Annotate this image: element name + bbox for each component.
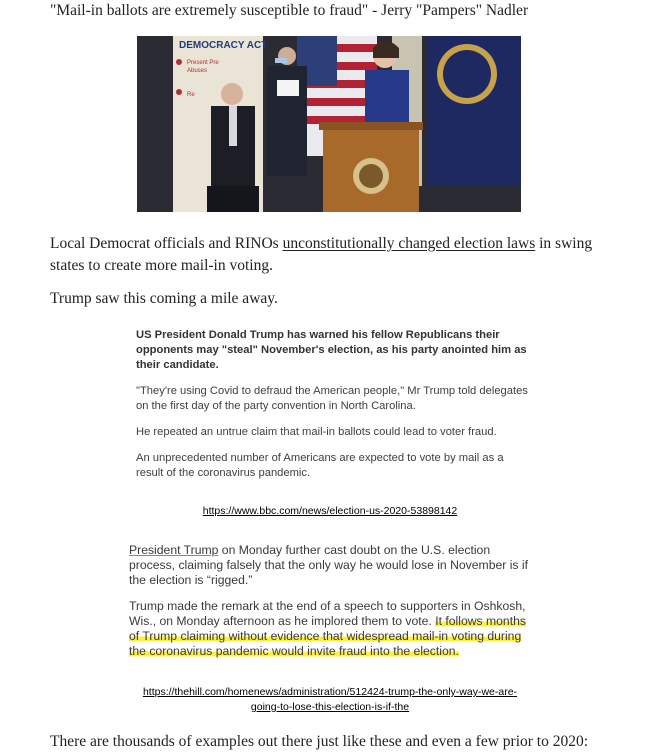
paragraph-thousands-examples: There are thousands of examples out there just like these and even a few prior to 2020: xyxy=(50,733,589,750)
banner-line-2: Abuses xyxy=(187,68,208,74)
election-laws-link[interactable]: unconstitutionally changed election laws xyxy=(282,235,536,252)
bbc-source-link[interactable]: https://www.bbc.com/news/election-us-2020-53898142 xyxy=(202,505,458,517)
hill-paragraph-2 xyxy=(129,599,529,659)
hill-p1-rest: on Monday further cast doubt on the U.S. election process, claiming falsely that the only way he would lose in November is if the election is “rigged.” xyxy=(129,543,528,587)
photo-scene xyxy=(137,36,521,212)
para1-text-start: Local Democrat officials and RINOs xyxy=(50,235,283,252)
paragraph-election-laws xyxy=(50,233,610,277)
hill-p2-plain: Trump made the remark at the end of a speech to supporters in Oshkosh, Wis., on Monday afternoon as he implored them to vote. xyxy=(129,599,526,628)
hill-source-link[interactable]: https://thehill.com/homenews/administration/512424-trump-the-only-way-we-are-going-to-lose-this-election-is-if-the xyxy=(142,686,518,713)
bbc-excerpt xyxy=(136,328,532,492)
banner-title: DEMOCRACY ACT xyxy=(179,40,268,51)
hill-paragraph-1 xyxy=(129,543,529,588)
banner-line-3: Re xyxy=(187,92,195,98)
banner-line-1: Present Pre xyxy=(187,60,219,66)
man-mask xyxy=(267,47,307,176)
bbc-paragraph-2: "They're using Covid to defraud the American people," Mr Trump told delegates on the first day of the party convention in North Carolina. xyxy=(136,385,528,412)
bbc-paragraph-4: An unprecedented number of Americans are expected to vote by mail as a result of the coronavirus pandemic. xyxy=(136,452,504,479)
president-trump-link[interactable]: President Trump xyxy=(129,543,219,557)
press-conference-photo xyxy=(137,36,521,212)
paragraph-trump-saw: Trump saw this coming a mile away. xyxy=(50,290,278,307)
quote-caption: "Mail-in ballots are extremely susceptible to fraud" - Jerry "Pampers" Nadler xyxy=(50,2,529,19)
para1-text-end: in swing states to create more mail-in voting. xyxy=(50,235,593,274)
bbc-paragraph-3: He repeated an untrue claim that mail-in ballots could lead to voter fraud. xyxy=(136,426,497,438)
highlighted-text: It follows months of Trump claiming without evidence that widespread mail-in voting during the coronavirus pandemic would invite fraud into the election. xyxy=(129,614,526,658)
hill-excerpt xyxy=(129,543,529,670)
bbc-lead-paragraph: US President Donald Trump has warned his fellow Republicans their opponents may "steal" November's election, as his party anointed him as their candidate. xyxy=(136,329,527,371)
house-flag xyxy=(427,36,521,186)
podium xyxy=(319,122,423,212)
